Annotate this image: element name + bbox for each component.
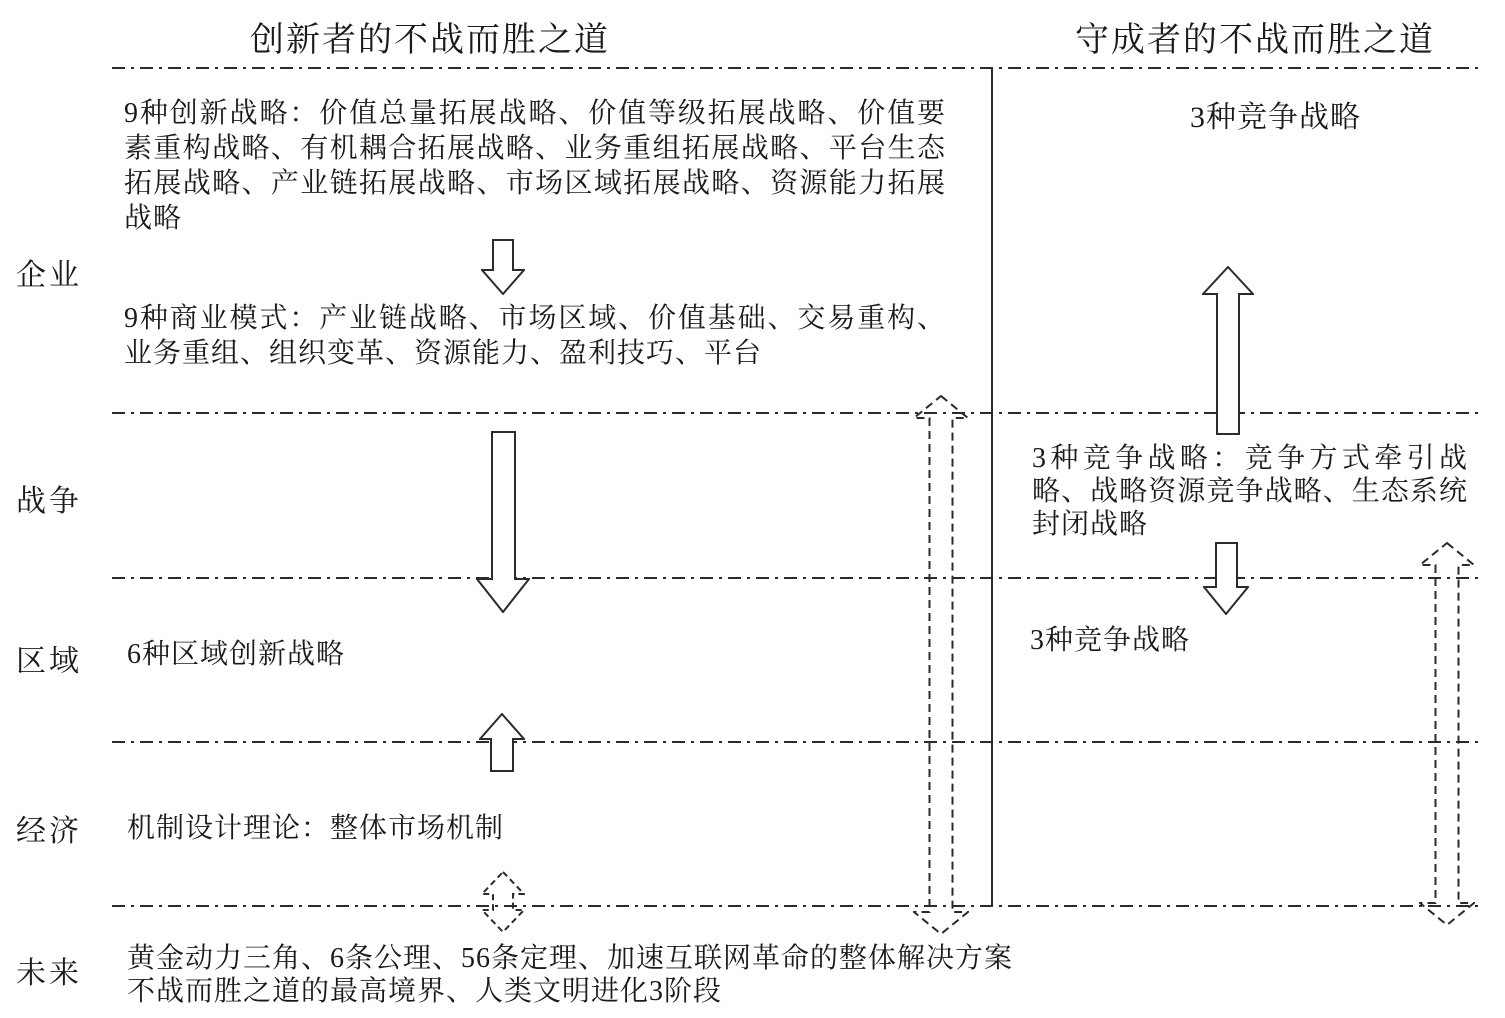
row-divider-economy-future <box>112 905 1483 907</box>
row-divider-top <box>112 67 1483 69</box>
big-up-arrow-icon <box>1202 266 1254 435</box>
future-solution-line2: 不战而胜之道的最高境界、人类文明进化3阶段 <box>127 976 723 1007</box>
up-arrow-icon <box>479 713 525 772</box>
innovator-9-business-models-text: 9种商业模式：产业链战略、市场区域、价值基础、交易重构、业务重组、组织变革、资源能力、盈利技巧、平台 <box>124 303 946 369</box>
row-divider-region-economy <box>112 741 1483 743</box>
column-title-defender: 守成者的不战而胜之道 <box>1075 22 1435 59</box>
big-down-arrow-icon <box>476 431 530 613</box>
innovator-regional-strategies-text: 6种区域创新战略 <box>127 639 346 670</box>
innovator-mechanism-design-text: 机制设计理论：整体市场机制 <box>127 813 505 844</box>
row-divider-enterprise-war <box>112 412 1483 414</box>
dashed-double-arrow-right-icon <box>1419 542 1475 926</box>
dashed-double-arrow-small-icon <box>481 871 525 933</box>
defender-competition-detail-text: 3种竞争战略：竞争方式牵引战略、战略资源竞争战略、生态系统封闭战略 <box>1032 443 1468 540</box>
row-label-war: 战争 <box>16 485 82 518</box>
row-label-region: 区域 <box>16 645 82 678</box>
down-arrow-right-icon <box>1203 542 1249 615</box>
row-divider-war-region <box>112 577 1483 579</box>
column-title-innovator: 创新者的不战而胜之道 <box>250 22 610 59</box>
future-solution-line1: 黄金动力三角、6条公理、56条定理、加速互联网革命的整体解决方案 <box>127 943 1014 974</box>
row-label-enterprise: 企业 <box>16 259 82 292</box>
row-label-economy: 经济 <box>16 815 82 848</box>
row-label-future: 未来 <box>16 957 82 990</box>
down-arrow-icon <box>481 239 525 295</box>
defender-competition-top-text: 3种竞争战略 <box>1190 101 1361 134</box>
innovator-9-strategies-text: 9种创新战略：价值总量拓展战略、价值等级拓展战略、价值要素重构战略、有机耦合拓展战略、业务重组拓展战略、平台生态拓展战略、产业链拓展战略、市场区域拓展战略、资源能力拓展战略 <box>124 98 946 234</box>
column-divider <box>991 67 993 907</box>
defender-competition-bottom-text: 3种竞争战略 <box>1030 625 1191 656</box>
dashed-double-arrow-mid-icon <box>913 395 969 935</box>
